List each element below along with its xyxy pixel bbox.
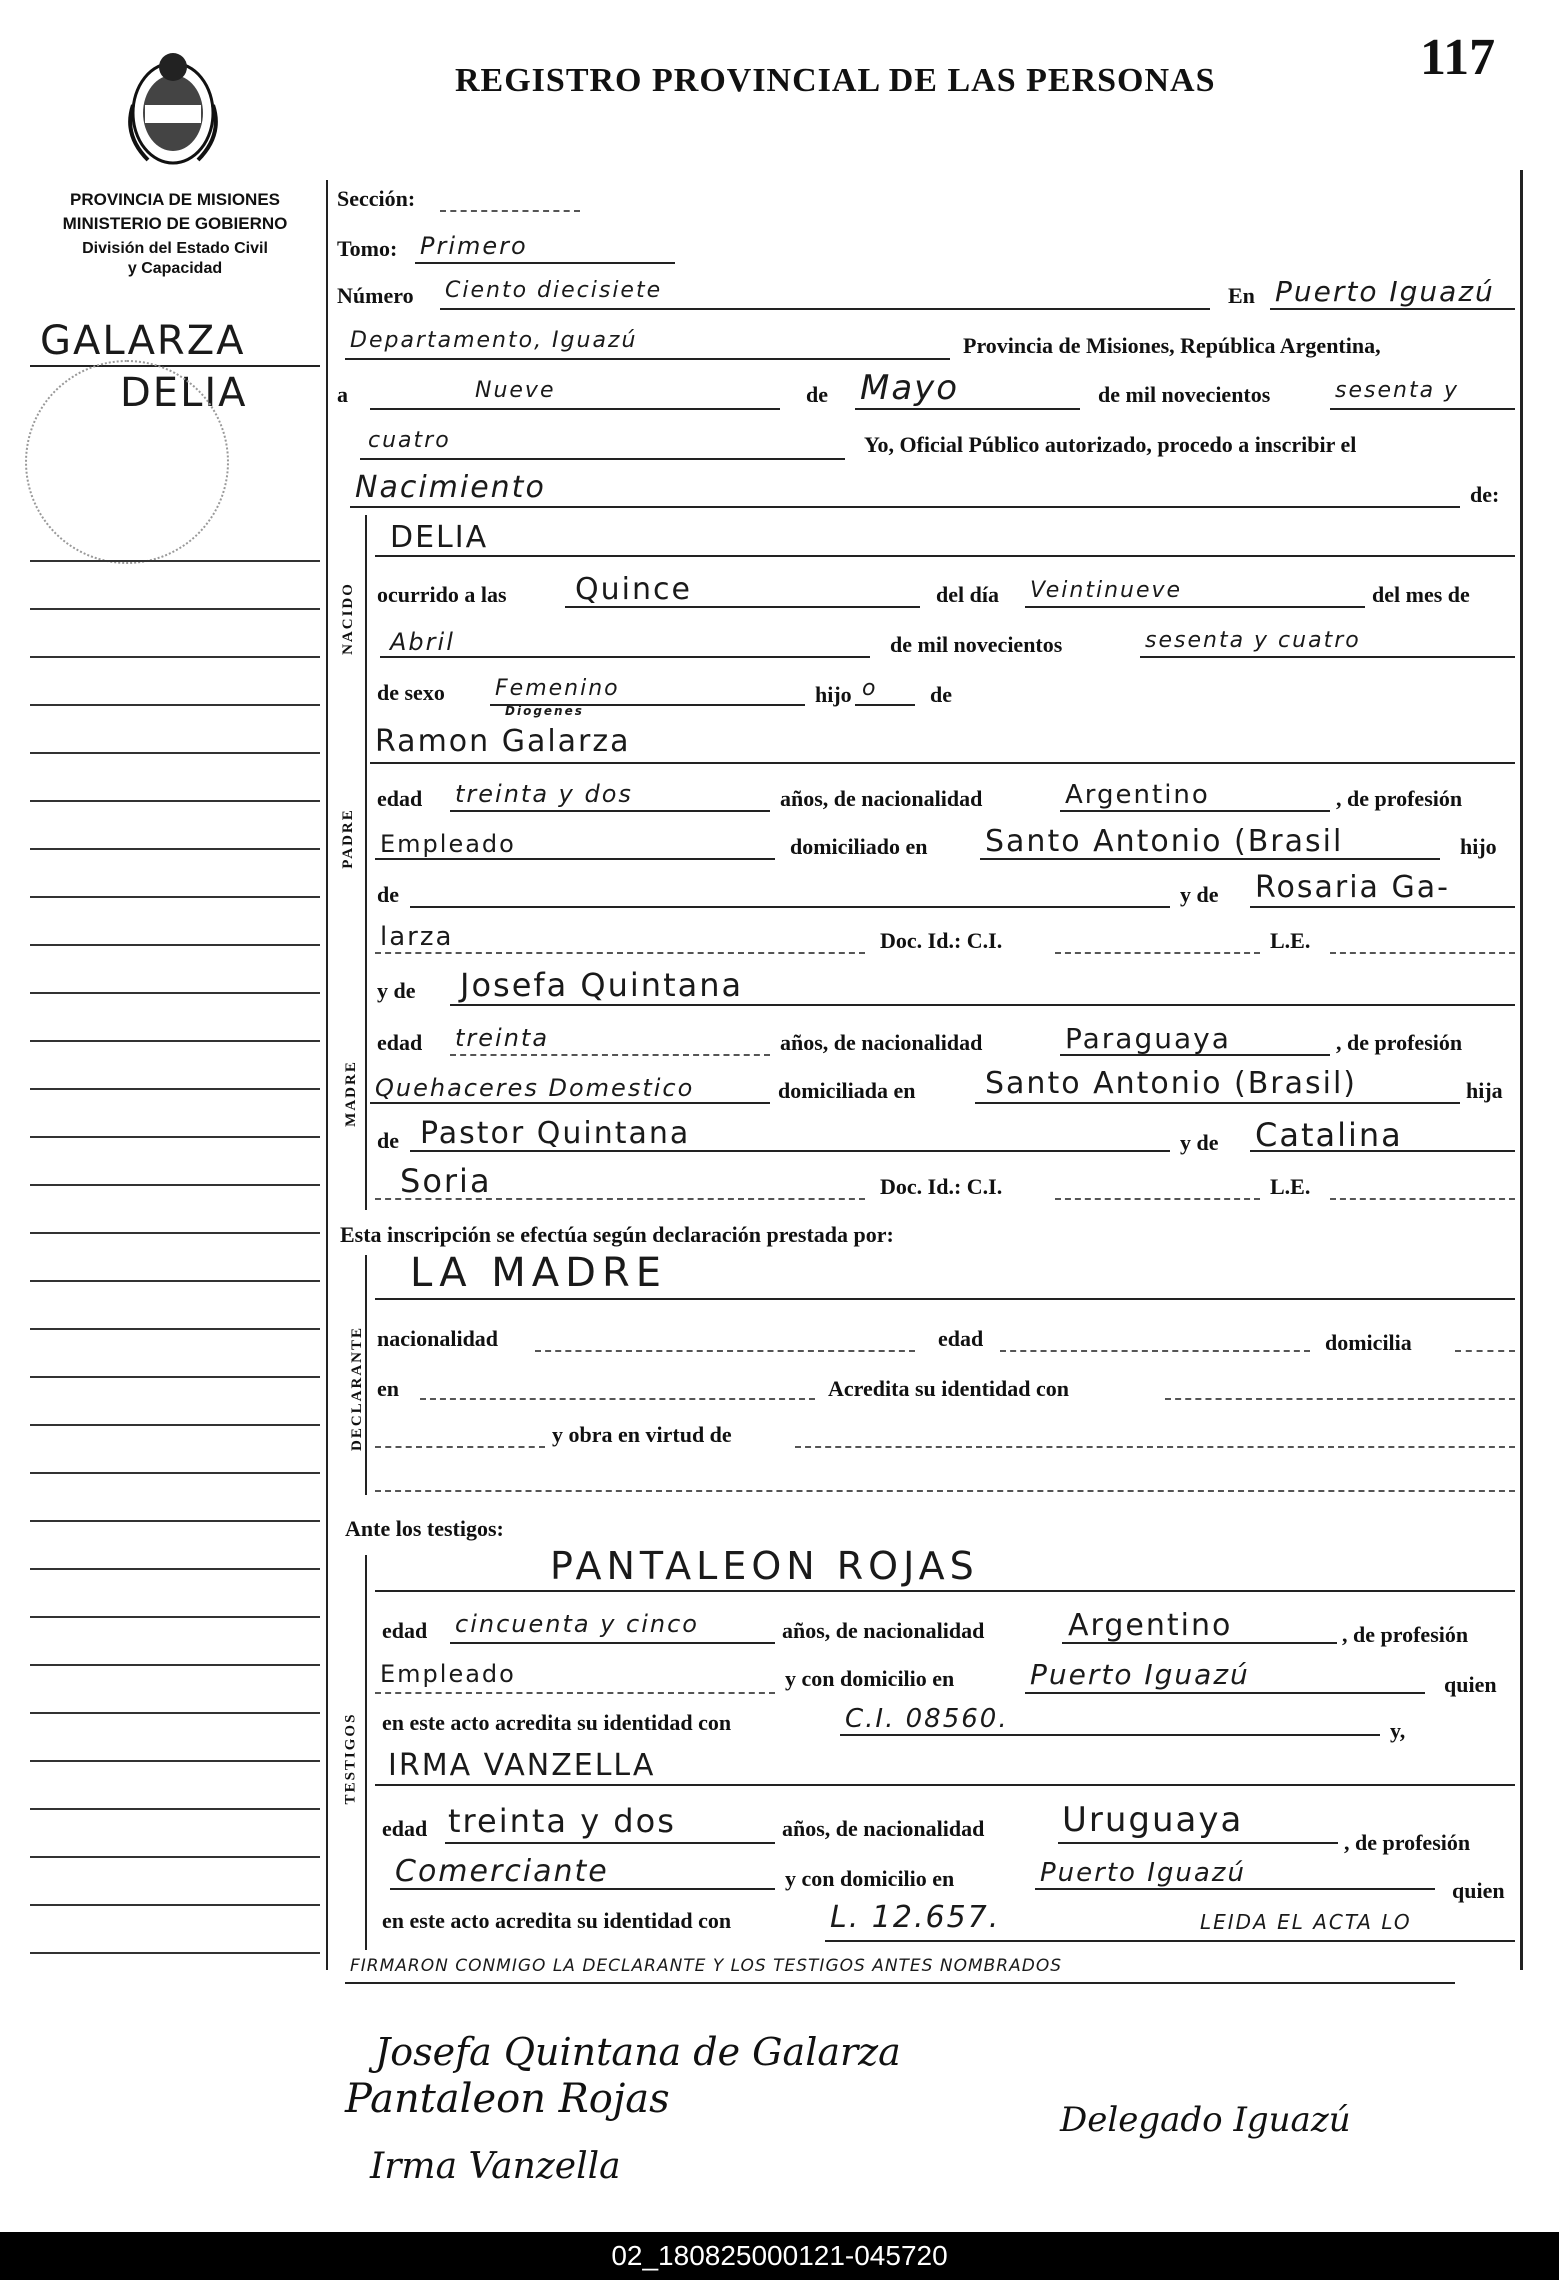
margin-rule [30,1760,320,1762]
label-provincia: Provincia de Misiones, República Argentina, [963,333,1381,358]
label-decl-domicilia: domicilia [1325,1330,1412,1355]
label-t1-anos: años, de nacionalidad [782,1618,985,1643]
field-sexo: Femenino [495,676,620,701]
sidebar-surname: GALARZA [40,318,246,364]
label-decl-edad: edad [938,1326,984,1351]
label-madre-domiciliada: domiciliada en [778,1078,916,1103]
field-nombre: DELIA [390,520,489,555]
label-t1-acredita: en este acto acredita su identidad con [382,1710,732,1735]
label-y-de-madre: y de [377,978,416,1003]
field-numero: Ciento diecisiete [445,278,663,303]
label-padre-doc: Doc. Id.: C.I. [880,928,1003,953]
sidebar-line3: División del Estado Civil [82,240,268,257]
field-mes-nac: Abril [390,628,455,656]
field-anio-nac: sesenta y cuatro [1145,628,1361,653]
field-departamento: Departamento, Iguazú [350,328,638,353]
section-madre: MADRE [342,1060,359,1127]
label-de-mil-2: de mil novecientos [890,632,1063,657]
margin-rule [30,1568,320,1570]
signature-witness1: Pantaleon Rojas [345,2076,670,2122]
label-madre-profesion: , de profesión [1336,1030,1463,1055]
margin-rule [30,1280,320,1282]
field-padre-nacionalidad: Argentino [1065,780,1210,810]
label-hijo: hijo [815,682,852,707]
label-t1-quien: quien [1444,1672,1497,1697]
label-t1-domicilio: y con domicilio en [785,1666,955,1691]
signature-delegado: Delegado Iguazú [1060,2100,1351,2140]
label-madre-y-de: y de [1180,1130,1219,1155]
label-t2-profesion: , de profesión [1344,1830,1471,1855]
field-dia: Nueve [475,378,556,403]
coat-of-arms [118,45,228,175]
label-madre-de: de [377,1128,399,1153]
label-padre-profesion: , de profesión [1336,786,1463,811]
signature-mother: Josefa Quintana de Galarza [375,2030,901,2074]
page-number: 117 [1420,29,1496,86]
field-padre-nombre: Ramon Galarza [375,724,631,759]
label-padre-le: L.E. [1270,928,1311,953]
label-madre-le: L.E. [1270,1174,1311,1199]
section-declarante: DECLARANTE [349,1325,366,1452]
field-tipo: Nacimiento [355,470,546,505]
margin-rule [30,1904,320,1906]
margin-rule [30,1040,320,1042]
label-tomo: Tomo: [337,236,398,261]
sidebar-line1: PROVINCIA DE MISIONES [69,190,280,209]
field-testigo2-profesion: Comerciante [395,1854,609,1889]
label-del-dia: del día [936,582,999,607]
label-de: de [930,682,952,707]
label-decl-acredita: Acredita su identidad con [828,1376,1070,1401]
sidebar-header [30,190,320,278]
field-testigo2-doc: L. 12.657. [830,1900,1001,1935]
margin-rule [30,1328,320,1330]
field-padre-abuela: Rosaria Ga- [1255,870,1450,905]
signature-witness2: Irma Vanzella [370,2146,621,2187]
margin-rule [30,704,320,706]
field-padre-correccion: Diogenes [505,704,584,718]
label-numero: Número [337,283,414,308]
margin-rule [30,1232,320,1234]
label-en: En [1228,283,1255,308]
label-padre-anos: años, de nacionalidad [780,786,983,811]
field-testigo1-edad: cincuenta y cinco [455,1610,699,1638]
margin-rule [30,1664,320,1666]
field-madre-domicilio: Santo Antonio (Brasil) [985,1066,1357,1101]
margin-rule [30,752,320,754]
field-padre-abuela-b: larza [380,922,454,952]
margin-rule [30,1520,320,1522]
field-mes: Mayo [860,368,960,408]
field-hora: Quince [575,572,692,607]
field-hijo-de: o [862,676,878,701]
label-padre-y-de: y de [1180,882,1219,907]
field-padre-profesion: Empleado [380,830,516,858]
label-t2-quien: quien [1452,1878,1505,1903]
label-madre-hija: hija [1466,1078,1503,1103]
section-nacido: NACIDO [339,582,356,655]
field-madre-nacionalidad: Paraguaya [1065,1022,1231,1055]
margin-rule [30,1616,320,1618]
label-t1-y: y, [1390,1718,1406,1743]
margin-rule [30,1184,320,1186]
sidebar-line2: MINISTERIO DE GOBIERNO [62,214,288,233]
label-de-sexo: de sexo [377,680,445,705]
field-testigo2-nombre: IRMA VANZELLA [388,1748,656,1783]
document-title: REGISTRO PROVINCIAL DE LAS PERSONAS [455,62,1216,99]
label-a: a [337,382,348,407]
field-testigo1-nombre: PANTALEON ROJAS [550,1544,979,1588]
label-ante-testigos: Ante los testigos: [345,1516,504,1541]
margin-rule [30,608,320,610]
label-t2-edad: edad [382,1816,428,1841]
margin-rule [30,800,320,802]
section-testigos: TESTIGOS [342,1712,359,1805]
label-de-mes: de [806,382,828,407]
field-padre-edad: treinta y dos [455,780,633,808]
margin-rule [30,1856,320,1858]
sidebar-given-name: DELIA [120,370,248,416]
margin-rule [30,1376,320,1378]
label-madre-doc: Doc. Id.: C.I. [880,1174,1003,1199]
margin-rule [30,1424,320,1426]
margin-rule [30,848,320,850]
label-de-colon: de: [1470,482,1500,507]
label-ocurrido: ocurrido a las [377,582,507,607]
seal-stamp [25,360,229,564]
margin-rule [30,1712,320,1714]
margin-rule [30,944,320,946]
field-testigo1-doc: C.I. 08560. [845,1704,1009,1734]
footer-bar [0,2232,1559,2280]
field-testigo1-nacionalidad: Argentino [1068,1608,1233,1643]
field-testigo1-profesion: Empleado [380,1660,516,1688]
field-madre-edad: treinta [455,1024,550,1052]
label-decl-nacionalidad: nacionalidad [377,1326,499,1351]
field-padre-domicilio: Santo Antonio (Brasil [985,824,1344,859]
sidebar-line4: y Capacidad [127,260,223,277]
label-t1-edad: edad [382,1618,428,1643]
label-padre-edad: edad [377,786,423,811]
label-t1-profesion: , de profesión [1342,1622,1469,1647]
field-madre-padre: Pastor Quintana [420,1116,691,1151]
margin-rule [30,560,320,562]
field-leida: LEIDA EL ACTA LO [1200,1910,1412,1934]
field-madre-nombre: Josefa Quintana [460,966,744,1004]
section-padre: PADRE [339,808,356,869]
label-madre-edad: edad [377,1030,423,1055]
label-t2-domicilio: y con domicilio en [785,1866,955,1891]
label-decl-en: en [377,1376,399,1401]
field-madre-profesion: Quehaceres Domestico [375,1074,695,1102]
label-padre-domiciliado: domiciliado en [790,834,928,859]
field-declarante: LA MADRE [410,1250,668,1296]
field-madre-madre-b: Soria [400,1162,492,1200]
label-padre-de: de [377,882,399,907]
label-del-mes: del mes de [1372,582,1470,607]
field-testigo2-edad: treinta y dos [448,1802,676,1840]
field-testigo2-nacionalidad: Uruguaya [1062,1800,1244,1840]
field-firmaron: FIRMARON CONMIGO LA DECLARANTE Y LOS TESTIGOS ANTES NOMBRADOS [350,1956,1062,1976]
margin-rule [30,1136,320,1138]
field-anio-b: cuatro [368,428,451,453]
label-t2-acredita: en este acto acredita su identidad con [382,1908,732,1933]
label-madre-anos: años, de nacionalidad [780,1030,983,1055]
margin-rule [30,992,320,994]
label-de-mil: de mil novecientos [1098,382,1271,407]
field-testigo2-domicilio: Puerto Iguazú [1040,1858,1246,1888]
field-madre-madre: Catalina [1255,1116,1403,1154]
margin-rule [30,1808,320,1810]
field-anio-a: sesenta y [1335,378,1460,403]
field-testigo1-domicilio: Puerto Iguazú [1030,1658,1250,1691]
footer-file-id: 02_180825000121-045720 [611,2240,948,2271]
field-tomo: Primero [420,232,528,260]
label-decl-y-obra: y obra en virtud de [552,1422,732,1447]
field-en: Puerto Iguazú [1275,275,1495,308]
margin-rule [30,1472,320,1474]
margin-rule [30,1952,320,1954]
field-dia-nac: Veintinueve [1030,578,1183,603]
margin-rule [30,656,320,658]
label-padre-hijo: hijo [1460,834,1497,859]
label-seccion: Sección: [337,186,416,211]
label-esta-inscripcion: Esta inscripción se efectúa según declaración prestada por: [340,1222,894,1247]
margin-rule [30,1088,320,1090]
margin-rule [30,896,320,898]
label-t2-anos: años, de nacionalidad [782,1816,985,1841]
label-yo-oficial: Yo, Oficial Público autorizado, procedo a inscribir el [864,432,1357,457]
